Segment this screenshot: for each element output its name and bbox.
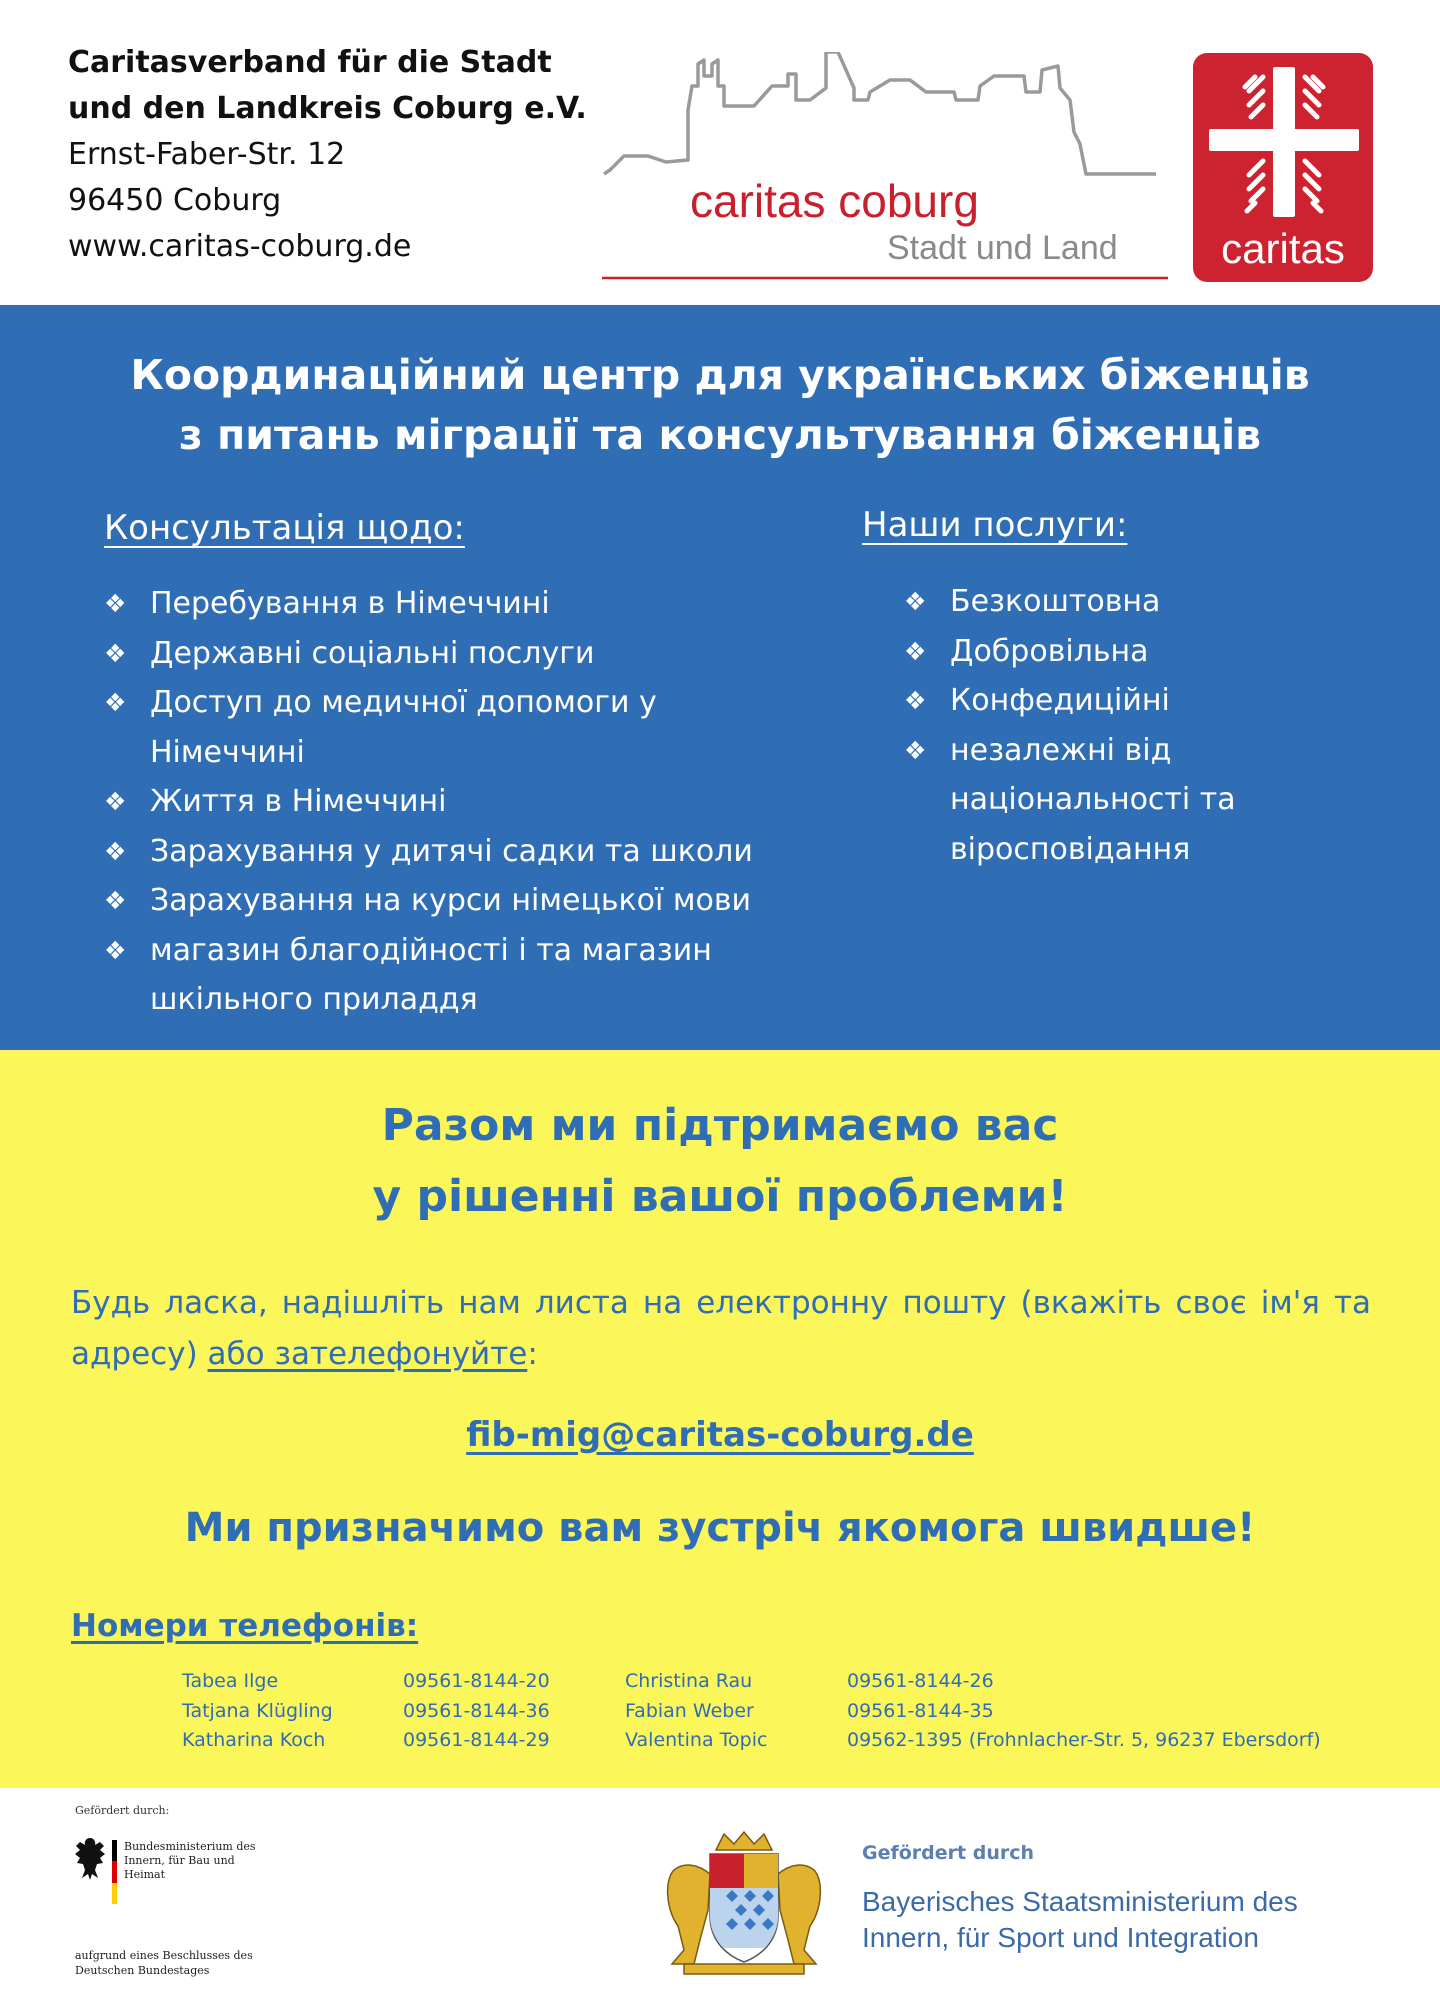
org-name-line2: und den Landkreis Coburg e.V. xyxy=(68,91,587,126)
diamond-bullet-icon: ❖ xyxy=(104,688,127,717)
letterhead xyxy=(0,0,1440,305)
contact-name: Valentina Topic xyxy=(625,1729,768,1751)
slogan-line2: у рішенні вашої проблеми! xyxy=(372,1171,1068,1222)
diamond-bullet-icon: ❖ xyxy=(904,735,927,765)
call-us-link[interactable]: або зателефонуйте xyxy=(207,1336,528,1372)
list-item: ❖ магазин благодійності і та магазин шкільного приладдя xyxy=(104,926,784,1025)
organization-address xyxy=(68,40,587,270)
diamond-bullet-icon: ❖ xyxy=(104,638,127,668)
bavarian-ministry-line2: Innern, für Sport und Integration xyxy=(862,1922,1259,1953)
phone-number[interactable]: 09561-8144-35 xyxy=(847,1699,994,1722)
request-text: Будь ласка, надішліть нам листа на електронну пошту (вкажіть своє ім'я та адресу) xyxy=(71,1285,1371,1372)
list-item: ❖ Державні соціальні послуги xyxy=(104,629,784,679)
org-street: Ernst-Faber-Str. 12 xyxy=(68,137,346,172)
diamond-bullet-icon: ❖ xyxy=(104,787,127,816)
federal-eagle-icon xyxy=(72,1834,108,1882)
federal-ministry-name: Bundesministerium des Innern, für Bau und Heimat xyxy=(124,1840,256,1881)
page-title xyxy=(0,345,1440,465)
list-item: ❖ Зарахування у дитячі садки та школи xyxy=(104,827,784,877)
consultation-list xyxy=(104,579,784,1025)
list-item: ❖ Перебування в Німеччині xyxy=(104,579,784,629)
german-flag-bar xyxy=(112,1840,117,1904)
contact-name: Fabian Weber xyxy=(625,1699,754,1722)
phone-number[interactable]: 09561-8144-29 xyxy=(403,1729,550,1751)
list-item: ❖ Безкоштовна xyxy=(904,577,1264,627)
contact-request-text xyxy=(71,1278,1371,1380)
bavarian-coat-of-arms-icon xyxy=(654,1830,834,1980)
org-city: 96450 Coburg xyxy=(68,183,282,218)
list-item: ❖ Добровільна xyxy=(904,627,1264,677)
request-end: : xyxy=(527,1336,538,1372)
logo-text-main: caritas coburg xyxy=(690,175,979,227)
bavarian-ministry-name xyxy=(862,1884,1298,1956)
diamond-bullet-icon: ❖ xyxy=(904,686,927,715)
diamond-bullet-icon: ❖ xyxy=(904,587,927,616)
services-list xyxy=(904,577,1264,874)
caritas-flame-cross-icon xyxy=(1193,53,1373,282)
phone-number[interactable]: 09561-8144-26 xyxy=(847,1670,994,1692)
list-item: ❖ Життя в Німеччині xyxy=(104,777,784,827)
caritas-badge xyxy=(1193,53,1373,282)
list-item: ❖ Конфедиційні xyxy=(904,676,1264,726)
funded-by-label: Gefördert durch: xyxy=(75,1804,170,1817)
services-heading: Наши послуги: xyxy=(862,505,1128,545)
phone-number[interactable]: 09561-8144-36 xyxy=(403,1699,550,1722)
contact-name: Tabea Ilge xyxy=(182,1670,279,1692)
org-website[interactable]: www.caritas-coburg.de xyxy=(68,229,412,264)
title-line2: з питань міграції та консультування біженців xyxy=(178,411,1262,459)
bavarian-ministry-line1: Bayerisches Staatsministerium des xyxy=(862,1886,1298,1917)
title-line1: Координаційний центр для українських біженців xyxy=(130,351,1310,399)
phone-numbers-heading: Номери телефонів: xyxy=(71,1608,419,1644)
contact-name: Christina Rau xyxy=(625,1670,753,1692)
phone-number[interactable]: 09561-8144-20 xyxy=(403,1670,550,1692)
org-name-line1: Caritasverband für die Stadt xyxy=(68,45,552,80)
appointment-note: Ми призначимо вам зустріч якомога швидше! xyxy=(184,1505,1256,1551)
caritas-badge-text: caritas xyxy=(1221,225,1345,272)
diamond-bullet-icon: ❖ xyxy=(104,589,127,618)
contact-name: Tatjana Klügling xyxy=(182,1699,333,1722)
support-slogan xyxy=(0,1090,1440,1232)
contact-name: Katharina Koch xyxy=(182,1729,326,1751)
caritas-coburg-logo xyxy=(600,52,1170,284)
diamond-bullet-icon: ❖ xyxy=(904,636,927,666)
contact-section xyxy=(0,1050,1440,1788)
diamond-bullet-icon: ❖ xyxy=(104,935,127,965)
consultation-heading: Консультація щодо: xyxy=(104,508,465,548)
bavarian-funded-by-label: Gefördert durch xyxy=(862,1842,1035,1864)
diamond-bullet-icon: ❖ xyxy=(104,886,127,915)
list-item: ❖ незалежні від національності та віросповідання xyxy=(904,726,1264,875)
castle-skyline-outline xyxy=(604,52,1156,174)
list-item: ❖ Зарахування на курси німецької мови xyxy=(104,876,784,926)
email-link[interactable]: fib-mig@caritas-coburg.de xyxy=(466,1415,974,1455)
phone-number[interactable]: 09562-1395 (Frohnlacher-Str. 5, 96237 Ebersdorf) xyxy=(847,1729,1321,1751)
funding-footer xyxy=(0,1788,1440,2002)
list-item: ❖ Доступ до медичної допомоги у Німеччині xyxy=(104,678,784,777)
slogan-line1: Разом ми підтримаємо вас xyxy=(381,1100,1059,1151)
diamond-bullet-icon: ❖ xyxy=(104,836,127,866)
bundestag-resolution-note: aufgrund eines Beschlusses des Deutschen Bundestages xyxy=(75,1949,253,1977)
services-section xyxy=(0,305,1440,1050)
logo-text-sub: Stadt und Land xyxy=(887,229,1118,267)
